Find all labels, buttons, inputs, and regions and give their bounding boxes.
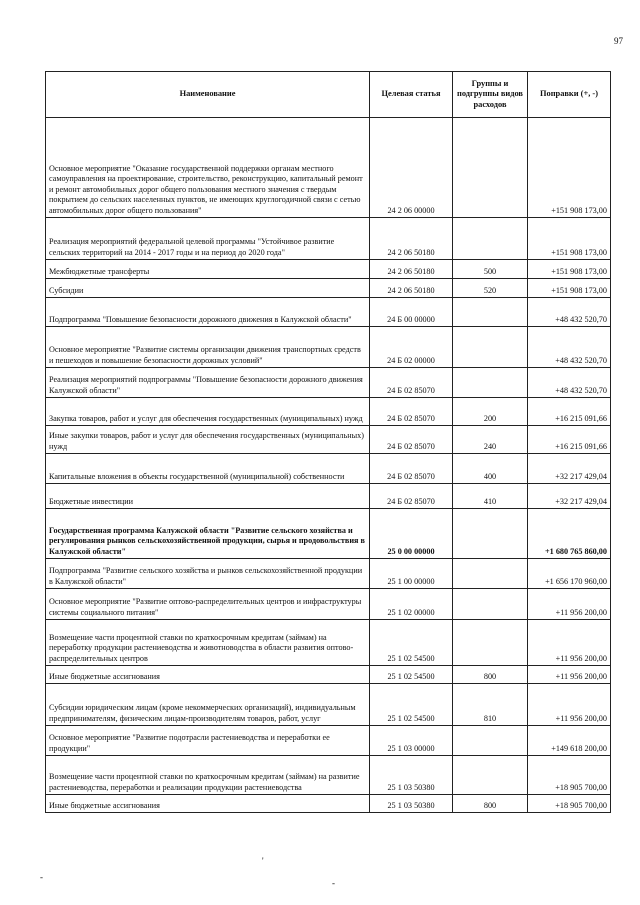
row-target-code: 25 1 03 50380 <box>370 795 453 813</box>
budget-amendments-table <box>45 71 611 813</box>
row-expense-group <box>453 368 528 398</box>
row-name: Субсидии юридическим лицам (кроме некоммерческих организаций), индивидуальным предпринимателям, физическим лицам-производителям товаров, работ, услуг <box>46 684 370 726</box>
row-target-code: 25 1 02 54500 <box>370 684 453 726</box>
row-target-code: 25 1 02 00000 <box>370 589 453 620</box>
row-name: Основное мероприятие "Оказание государственной поддержки органам местного самоуправления на проектирование, строительство, реконструкцию, капитальный ремонт и ремонт автомобильных дорог общего пользования местного значения с твердым покрытием до сельских населенных пунктов, не имеющих круглогодичной связи с сетью автомобильных дорог общего пользования" <box>46 118 370 218</box>
table-row <box>46 484 611 509</box>
row-target-code: 24 2 06 50180 <box>370 260 453 279</box>
row-target-code: 24 Б 02 85070 <box>370 368 453 398</box>
table-row <box>46 756 611 795</box>
table-body <box>46 118 611 813</box>
page-number: 97 <box>614 36 623 46</box>
row-target-code: 24 Б 02 85070 <box>370 426 453 454</box>
row-amount: +11 956 200,00 <box>528 589 611 620</box>
table-row <box>46 620 611 666</box>
row-target-code: 25 1 02 54500 <box>370 666 453 684</box>
row-amount: +48 432 520,70 <box>528 368 611 398</box>
row-name: Основное мероприятие "Развитие оптово-распределительных центров и инфраструктуры системы социального питания" <box>46 589 370 620</box>
table-row <box>46 279 611 298</box>
row-expense-group: 810 <box>453 684 528 726</box>
row-expense-group <box>453 756 528 795</box>
table-row <box>46 795 611 813</box>
row-amount: +11 956 200,00 <box>528 620 611 666</box>
scan-mark: - <box>40 872 43 882</box>
table-row <box>46 368 611 398</box>
row-name: Основное мероприятие "Развитие системы организации движения транспортных средств и пешеходов и повышение безопасности дорожных условий" <box>46 327 370 368</box>
row-name: Реализация мероприятий федеральной целевой программы "Устойчивое развитие сельских территорий на 2014 - 2017 годы и на период до 2020 года" <box>46 218 370 260</box>
row-target-code: 24 Б 00 00000 <box>370 298 453 327</box>
table-row <box>46 509 611 559</box>
row-name: Иные бюджетные ассигнования <box>46 666 370 684</box>
row-name: Государственная программа Калужской области "Развитие сельского хозяйства и регулирования рынков сельскохозяйственной продукции, сырья и продовольствия в Калужской области" <box>46 509 370 559</box>
row-amount: +11 956 200,00 <box>528 666 611 684</box>
header-amount: Поправки (+, -) <box>528 72 611 118</box>
row-target-code: 24 Б 02 00000 <box>370 327 453 368</box>
row-expense-group <box>453 327 528 368</box>
row-expense-group <box>453 118 528 218</box>
table-row <box>46 726 611 756</box>
row-target-code: 25 1 03 00000 <box>370 726 453 756</box>
row-target-code: 25 1 03 50380 <box>370 756 453 795</box>
row-expense-group <box>453 589 528 620</box>
table-row <box>46 559 611 589</box>
table-row <box>46 398 611 426</box>
row-target-code: 24 Б 02 85070 <box>370 398 453 426</box>
row-amount: +151 908 173,00 <box>528 218 611 260</box>
row-expense-group <box>453 298 528 327</box>
row-target-code: 24 Б 02 85070 <box>370 484 453 509</box>
row-amount: +18 905 700,00 <box>528 795 611 813</box>
table-row <box>46 218 611 260</box>
row-amount: +48 432 520,70 <box>528 327 611 368</box>
row-name: Возмещение части процентной ставки по краткосрочным кредитам (займам) на переработку продукции растениеводства и животноводства в области развития оптово-распределительных центров <box>46 620 370 666</box>
row-target-code: 24 2 06 50180 <box>370 279 453 298</box>
table-row <box>46 666 611 684</box>
table-header-row <box>46 72 611 118</box>
row-expense-group: 410 <box>453 484 528 509</box>
row-expense-group <box>453 218 528 260</box>
row-name: Бюджетные инвестиции <box>46 484 370 509</box>
table-row <box>46 454 611 484</box>
row-expense-group <box>453 620 528 666</box>
header-name: Наименование <box>46 72 370 118</box>
row-expense-group <box>453 509 528 559</box>
row-name: Возмещение части процентной ставки по краткосрочным кредитам (займам) на развитие растениеводства, переработки и реализации продукции растениеводства <box>46 756 370 795</box>
row-target-code: 25 1 02 54500 <box>370 620 453 666</box>
table-row <box>46 298 611 327</box>
row-expense-group: 800 <box>453 795 528 813</box>
row-target-code: 25 0 00 00000 <box>370 509 453 559</box>
table-row <box>46 327 611 368</box>
row-amount: +32 217 429,04 <box>528 484 611 509</box>
row-amount: +1 656 170 960,00 <box>528 559 611 589</box>
row-expense-group: 200 <box>453 398 528 426</box>
table-row <box>46 589 611 620</box>
row-expense-group: 240 <box>453 426 528 454</box>
row-name: Реализация мероприятий подпрограммы "Повышение безопасности дорожного движения Калужской области" <box>46 368 370 398</box>
row-name: Иные закупки товаров, работ и услуг для обеспечения государственных (муниципальных) нужд <box>46 426 370 454</box>
row-name: Основное мероприятие "Развитие подотрасли растениеводства и переработки ее продукции" <box>46 726 370 756</box>
row-amount: +32 217 429,04 <box>528 454 611 484</box>
table-row <box>46 684 611 726</box>
row-name: Субсидии <box>46 279 370 298</box>
row-amount: +16 215 091,66 <box>528 398 611 426</box>
row-amount: +1 680 765 860,00 <box>528 509 611 559</box>
row-amount: +151 908 173,00 <box>528 118 611 218</box>
row-expense-group: 500 <box>453 260 528 279</box>
row-amount: +16 215 091,66 <box>528 426 611 454</box>
row-amount: +151 908 173,00 <box>528 260 611 279</box>
row-amount: +151 908 173,00 <box>528 279 611 298</box>
header-target: Целевая статья <box>370 72 453 118</box>
row-expense-group <box>453 559 528 589</box>
row-expense-group: 800 <box>453 666 528 684</box>
row-amount: +11 956 200,00 <box>528 684 611 726</box>
row-name: Подпрограмма "Повышение безопасности дорожного движения в Калужской области" <box>46 298 370 327</box>
row-name: Закупка товаров, работ и услуг для обеспечения государственных (муниципальных) нужд <box>46 398 370 426</box>
row-name: Межбюджетные трансферты <box>46 260 370 279</box>
header-group: Группы и подгруппы видов расходов <box>453 72 528 118</box>
scan-mark: - <box>332 878 335 888</box>
row-target-code: 24 Б 02 85070 <box>370 454 453 484</box>
row-target-code: 24 2 06 50180 <box>370 218 453 260</box>
table-row <box>46 426 611 454</box>
row-amount: +48 432 520,70 <box>528 298 611 327</box>
table-row <box>46 118 611 218</box>
row-target-code: 25 1 00 00000 <box>370 559 453 589</box>
row-expense-group <box>453 726 528 756</box>
scan-mark: ' <box>262 856 264 866</box>
row-target-code: 24 2 06 00000 <box>370 118 453 218</box>
row-name: Капитальные вложения в объекты государственной (муниципальной) собственности <box>46 454 370 484</box>
row-expense-group: 520 <box>453 279 528 298</box>
row-amount: +18 905 700,00 <box>528 756 611 795</box>
table-row <box>46 260 611 279</box>
row-name: Подпрограмма "Развитие сельского хозяйства и рынков сельскохозяйственной продукции в Калужской области" <box>46 559 370 589</box>
row-amount: +149 618 200,00 <box>528 726 611 756</box>
row-name: Иные бюджетные ассигнования <box>46 795 370 813</box>
row-expense-group: 400 <box>453 454 528 484</box>
